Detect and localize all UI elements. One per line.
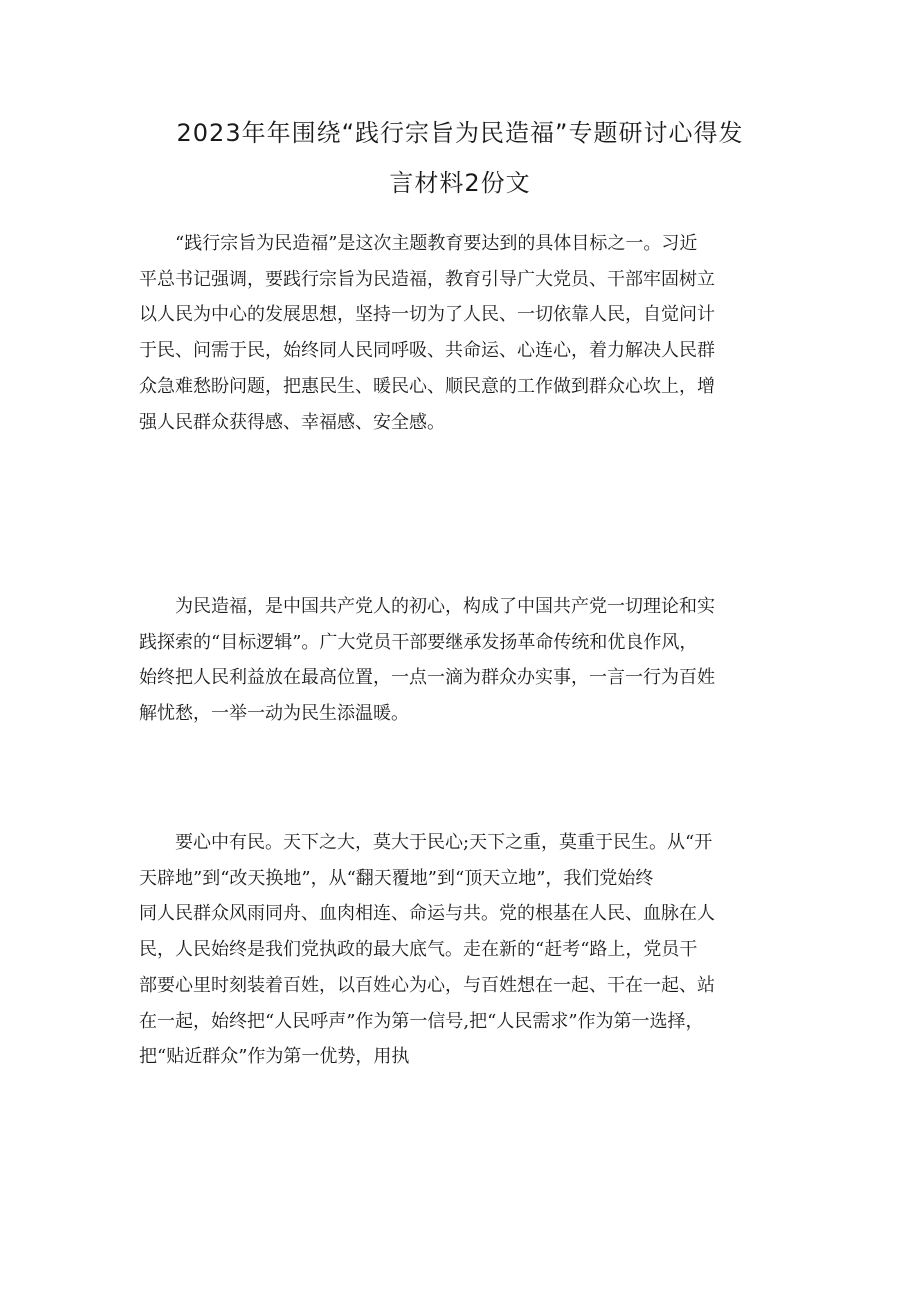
text-line: 解忧愁，一举一动为民生添温暖。 [139, 703, 409, 725]
paragraph-1 [139, 226, 791, 440]
paragraph-2 [139, 589, 791, 732]
text-line: 在一起，始终把“人民呼声”作为第一信号,把“人民需求”作为第一选择， [139, 1010, 704, 1032]
title-line: 言材料2份文 [389, 169, 531, 197]
text-line: 平总书记强调，要践行宗旨为民造福，教育引导广大党员、干部牢固树立 [139, 268, 715, 290]
text-line: 把“贴近群众”作为第一优势，用执 [139, 1046, 410, 1068]
text-line: 部要心里时刻装着百姓，以百姓心为心，与百姓想在一起、干在一起、站 [139, 974, 715, 996]
text-line: 天辟地”到“改天换地”，从“翻天覆地”到“顶天立地”，我们党始终 [139, 867, 654, 889]
text-line: 践探索的“目标逻辑”。广大党员干部要继承发扬革命传统和优良作风， [139, 631, 698, 653]
text-line: “践行宗旨为民造福”是这次主题教育要达到的具体目标之一。习近 [175, 233, 698, 254]
title-line: 2023年年围绕“践行宗旨为民造福”专题研讨心得发 [176, 119, 744, 147]
text-line: 始终把人民利益放在最高位置，一点一滴为群众办实事，一言一行为百姓 [139, 667, 715, 689]
text-line: 同人民群众风雨同舟、血肉相连、命运与共。党的根基在人民、血脉在人 [139, 903, 715, 925]
text-line: 于民、问需于民，始终同人民同呼吸、共命运、心连心，着力解决人民群 [139, 340, 715, 362]
text-line: 以人民为中心的发展思想，坚持一切为了人民、一切依靠人民，自觉问计 [139, 304, 715, 326]
text-line: 要心中有民。天下之大，莫大于民心;天下之重，莫重于民生。从“开 [175, 832, 713, 853]
text-line: 众急难愁盼问题，把惠民生、暖民心、顺民意的工作做到群众心坎上，增 [139, 375, 715, 397]
paragraph-3 [139, 825, 791, 1075]
text-line: 强人民群众获得感、幸福感、安全感。 [139, 411, 445, 433]
text-line: 为民造福，是中国共产党人的初心，构成了中国共产党一切理论和实 [175, 596, 715, 617]
text-line: 民，人民始终是我们党执政的最大底气。走在新的“赶考“路上，党员干 [139, 939, 698, 961]
document-title [110, 108, 810, 208]
